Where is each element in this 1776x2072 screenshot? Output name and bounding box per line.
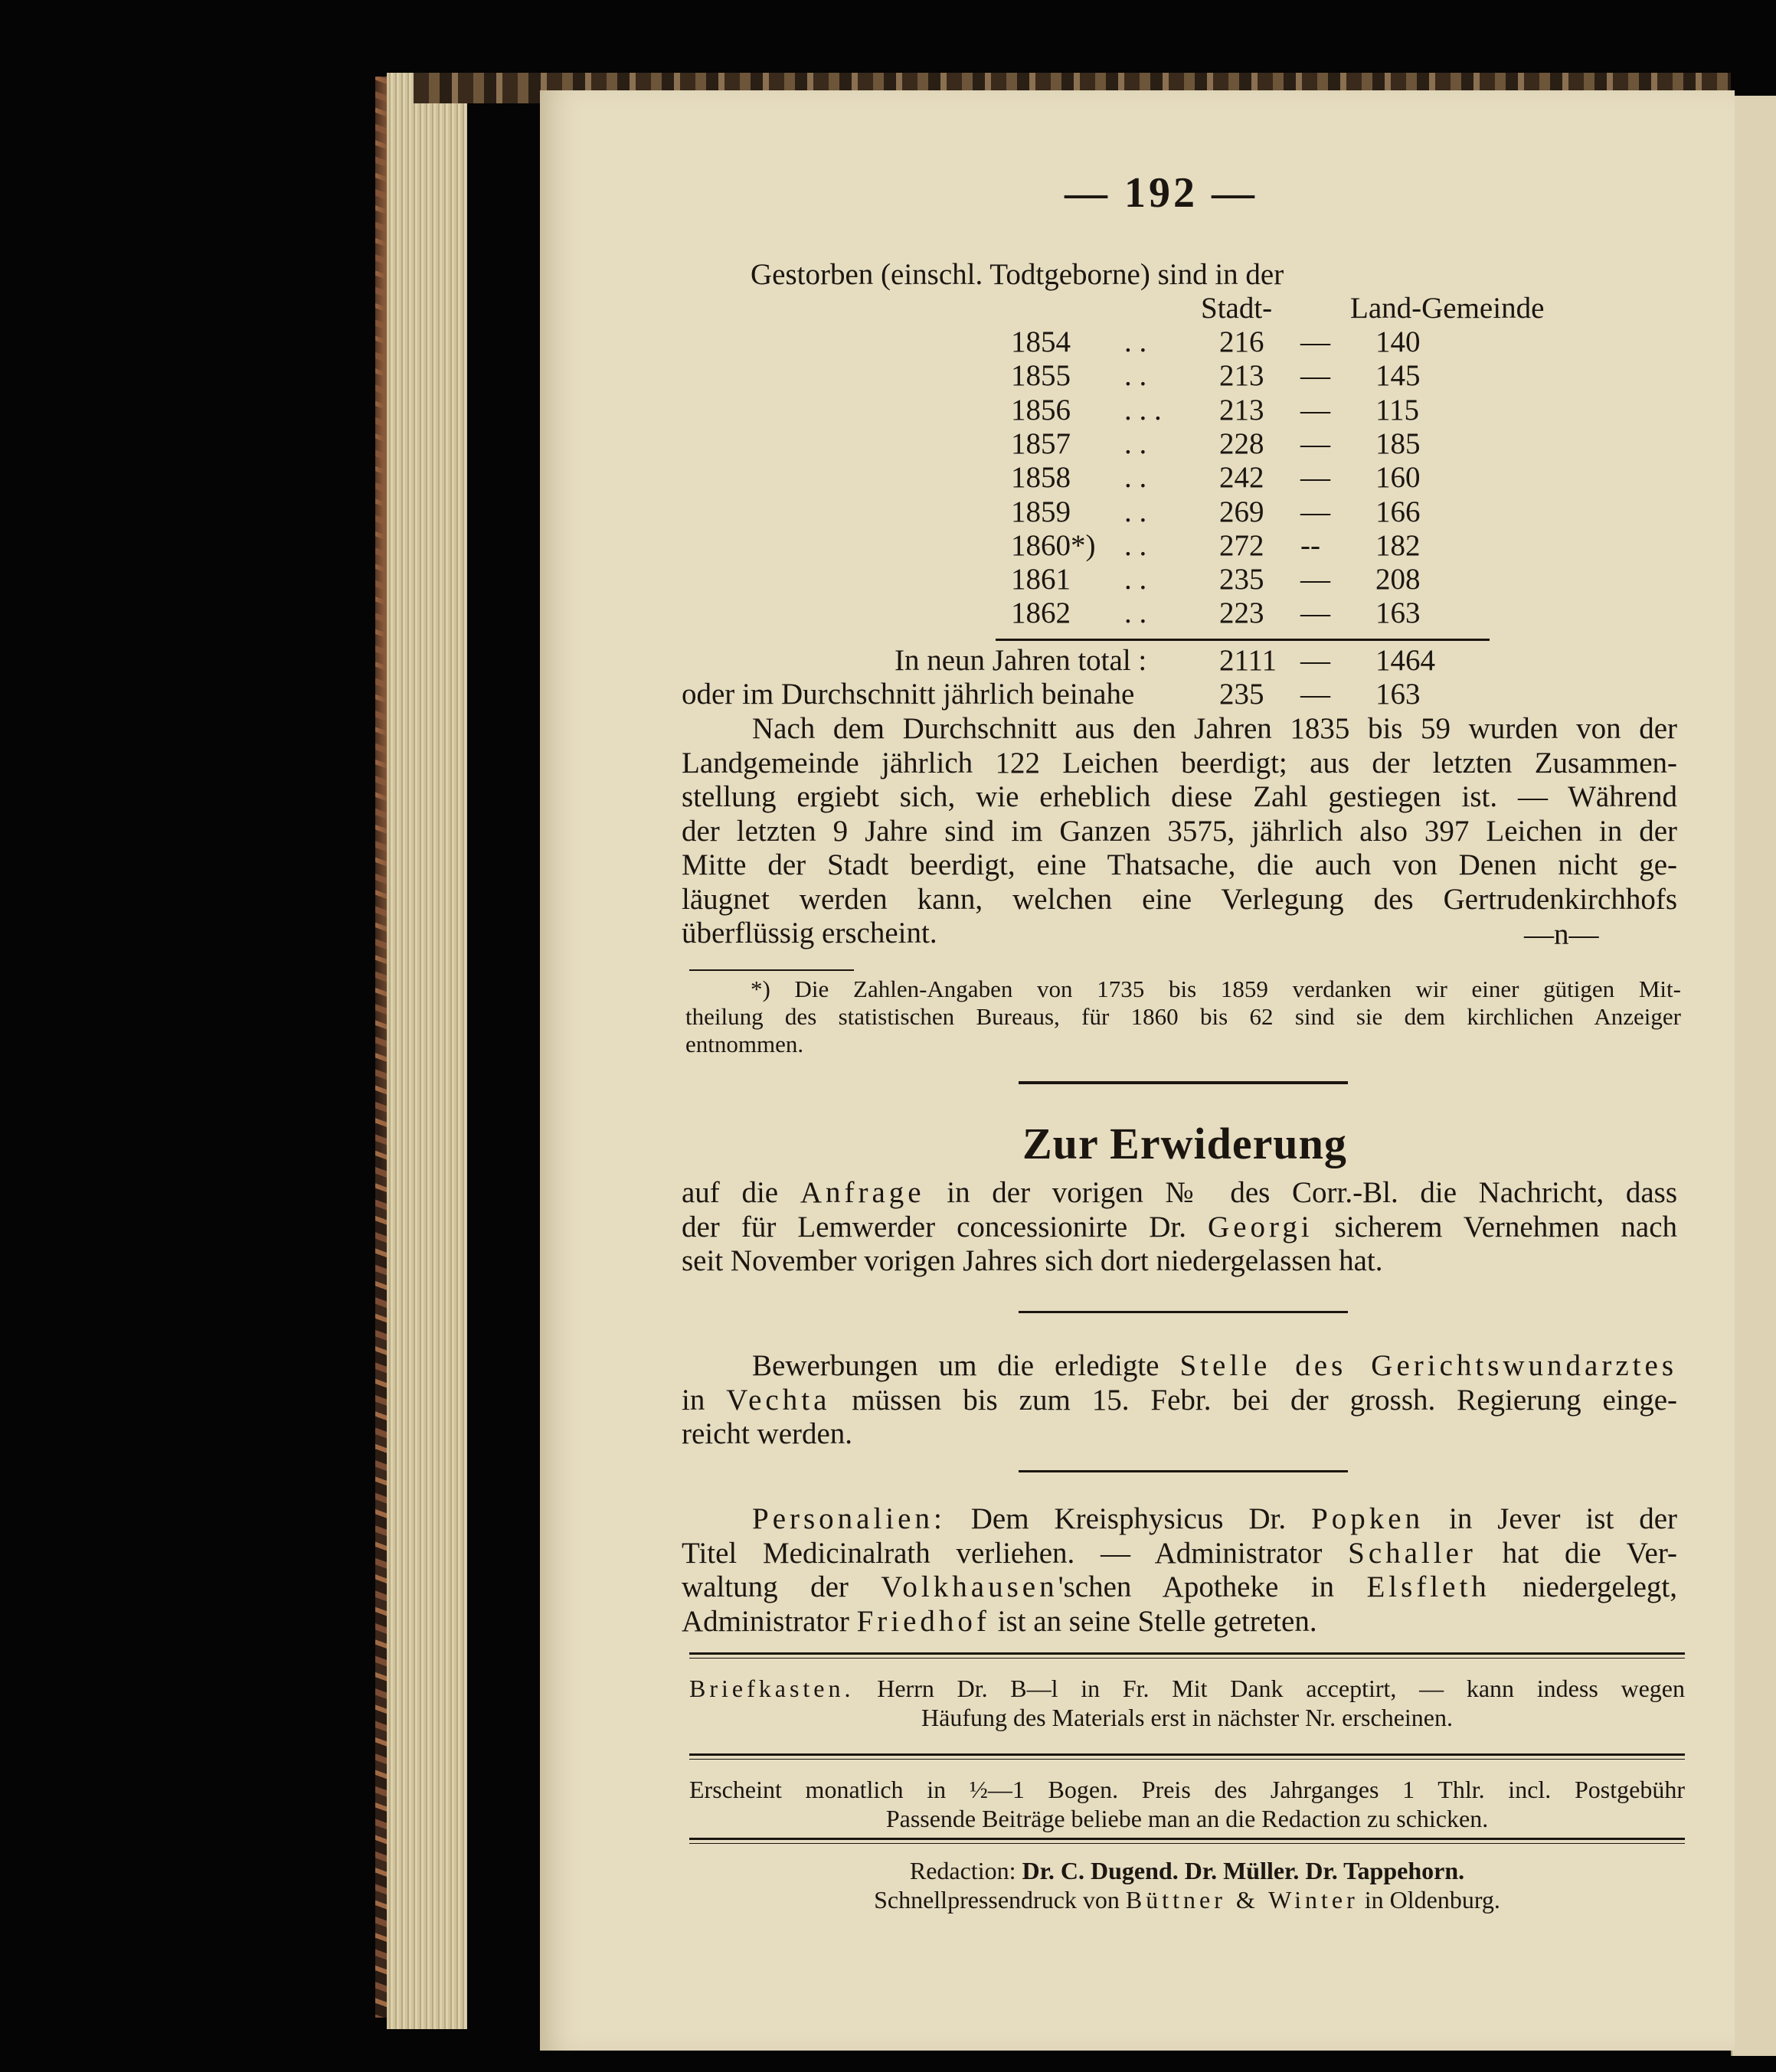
text-line: Mitte der Stadt beerdigt, eine Thatsache, die auch von Denen nicht ge- [682, 848, 1677, 881]
text-run: in Jever ist der [1449, 1502, 1678, 1535]
average-row [682, 677, 1524, 712]
section-divider [1019, 1081, 1348, 1084]
cell-dash: — [1300, 325, 1330, 358]
text-run: in [682, 1383, 705, 1417]
paragraph-personalien [682, 1502, 1677, 1639]
text-line: stellung ergiebt sich, wie erheblich diese Zahl gestiegen ist. — Während [682, 780, 1677, 813]
spaced-word: Büttner & Winter [1125, 1886, 1359, 1913]
cell-dots: . . [1124, 461, 1147, 495]
cell-year: 1856 [1011, 393, 1071, 426]
spaced-word: Georgi [1208, 1210, 1313, 1244]
text-run: Administrator [682, 1604, 849, 1638]
spaced-word: Stelle des Gerichtswundarztes [1179, 1349, 1677, 1382]
text-line: läugnet werden kann, welchen eine Verlegung des Gertrudenkirchhofs [682, 882, 1677, 916]
text-run: 'schen Apotheke in [1058, 1570, 1335, 1603]
text-line [682, 1502, 1677, 1537]
text-run: Schnellpressendruck von [874, 1886, 1120, 1913]
text-line [682, 1211, 1677, 1245]
text-run: auf die [682, 1176, 779, 1209]
double-rule [689, 1753, 1685, 1760]
cell-land: 163 [1375, 596, 1421, 630]
cell-year: 1858 [1011, 461, 1071, 495]
text-line: Nach dem Durchschnitt aus den Jahren 1835 bis 59 wurden von der [752, 712, 1677, 745]
text-line: Landgemeinde jährlich 122 Leichen beerdigt; aus der letzten Zusammen- [682, 746, 1677, 779]
spaced-word: Elsfleth [1366, 1570, 1490, 1603]
table-intro: Gestorben (einschl. Todtgeborne) sind in der [751, 258, 1284, 291]
text-line [682, 1570, 1677, 1605]
text-line: überflüssig erscheint. [682, 917, 937, 949]
cell-land: 115 [1375, 393, 1420, 426]
text-line: der letzten 9 Jahre sind im Ganzen 3575, jährlich also 397 Leichen in der [682, 814, 1677, 848]
table-row [1011, 562, 1501, 596]
editors: Dr. C. Dugend. Dr. Müller. Dr. Tappehorn. [1022, 1857, 1465, 1884]
cell-stadt: 269 [1219, 495, 1264, 528]
cell-year: 1857 [1011, 426, 1071, 460]
table-sum-rule [996, 639, 1490, 641]
cell-dash: — [1300, 426, 1330, 460]
text-line [682, 1537, 1677, 1571]
text-run: Titel Medicinalrath verliehen. — Administrator [682, 1536, 1323, 1570]
cell-land: 166 [1375, 495, 1421, 528]
paragraph-bewerbungen [682, 1349, 1677, 1452]
total-row [895, 643, 1507, 678]
text-line [689, 1674, 1685, 1703]
briefkasten [689, 1674, 1685, 1732]
table-row [1011, 426, 1501, 460]
text-run: Herrn Dr. B—l in Fr. Mit Dank acceptirt, — kann indess wegen [877, 1675, 1686, 1702]
table-row [1011, 460, 1501, 494]
heading-zur-erwiderung: Zur Erwiderung [1022, 1119, 1347, 1168]
text-run: waltung der [682, 1570, 849, 1603]
cell-dots: . . [1124, 359, 1147, 393]
column-header-stadt: Stadt- [1201, 292, 1273, 325]
cell-land: 185 [1375, 426, 1421, 460]
section-divider [1019, 1311, 1348, 1313]
text-line [682, 1176, 1677, 1211]
cell-land: 140 [1375, 325, 1421, 358]
double-rule [689, 1838, 1685, 1844]
footnote-rule [689, 969, 854, 971]
cell-year: 1860*) [1011, 528, 1096, 562]
text-line: Passende Beiträge beliebe man an die Redaction zu schicken. [885, 1805, 1489, 1832]
total-land: 1464 [1375, 644, 1435, 677]
cell-dash: — [1300, 563, 1330, 596]
cell-stadt: 235 [1219, 563, 1264, 596]
spaced-word: Anfrage [800, 1176, 925, 1209]
text-line: Häufung des Materials erst in nächster Nr. erscheinen. [921, 1704, 1453, 1731]
cell-stadt: 242 [1219, 461, 1264, 495]
cell-dash: — [1300, 461, 1330, 495]
imprint [689, 1856, 1685, 1914]
spaced-word: Schaller [1348, 1536, 1477, 1570]
text-line [689, 1885, 1685, 1914]
cell-stadt: 213 [1219, 359, 1264, 393]
facing-page-edge [1731, 96, 1776, 2056]
table-row [1011, 325, 1501, 358]
cell-dots: . . [1124, 426, 1147, 460]
cell-stadt: 223 [1219, 596, 1264, 630]
cell-land: 182 [1375, 528, 1421, 562]
cell-dash: — [1300, 596, 1330, 630]
cell-dots: . . [1124, 495, 1147, 528]
cell-stadt: 216 [1219, 325, 1264, 358]
cell-year: 1862 [1011, 596, 1071, 630]
page-edges [387, 73, 467, 2029]
cell-dash: — [1300, 495, 1330, 528]
text-line: seit November vorigen Jahres sich dort niedergelassen hat. [682, 1244, 1383, 1277]
cell-dots: . . [1124, 563, 1147, 596]
text-line [682, 1605, 1677, 1639]
cell-year: 1859 [1011, 495, 1071, 528]
text-run: hat die Ver- [1502, 1536, 1678, 1570]
section-divider [1019, 1470, 1348, 1472]
footnote-line: *) Die Zahlen-Angaben von 1735 bis 1859 verdanken wir einer gütigen Mit- [751, 976, 1681, 1002]
average-stadt: 235 [1219, 678, 1264, 711]
table-row [1011, 358, 1501, 392]
double-rule [689, 1652, 1685, 1659]
cell-dots: . . [1124, 596, 1147, 630]
paragraph-durchschnitt [682, 712, 1677, 951]
spaced-word: Volkhausen [881, 1570, 1058, 1603]
text-run: müssen bis zum 15. Febr. bei der grossh. Regierung einge- [852, 1383, 1677, 1417]
text-run: in der vorigen № des Corr.-Bl. die Nachricht, dass [947, 1176, 1678, 1209]
text-run: Dem Kreisphysicus Dr. [970, 1502, 1287, 1535]
spaced-word: Briefkasten. [689, 1675, 855, 1702]
cell-dash: — [1300, 393, 1330, 426]
cell-stadt: 272 [1219, 528, 1264, 562]
table-row [1011, 393, 1501, 426]
cell-stadt: 213 [1219, 393, 1264, 426]
spaced-word: Personalien: [752, 1502, 946, 1535]
text-run: niedergelegt, [1523, 1570, 1677, 1603]
text-line: reicht werden. [682, 1417, 853, 1450]
total-dash: — [1300, 644, 1330, 677]
cell-dots: . . [1124, 528, 1147, 562]
spaced-word: Popken [1311, 1502, 1424, 1535]
spaced-word: Vechta [726, 1383, 831, 1417]
column-header-land: Land-Gemeinde [1350, 292, 1545, 325]
cell-dots: . . . [1124, 393, 1162, 426]
cell-stadt: 228 [1219, 426, 1264, 460]
text-run: ist an seine Stelle getreten. [997, 1604, 1317, 1638]
author-signature: —n— [1524, 918, 1599, 951]
text-run: Bewerbungen um die erledigte [752, 1349, 1159, 1382]
table-row [1011, 596, 1501, 629]
average-label: oder im Durchschnitt jährlich beinahe [682, 678, 1135, 711]
text-run: Redaction: [909, 1857, 1016, 1884]
spaced-word: Friedhof [856, 1604, 990, 1638]
text-run: in Oldenburg. [1364, 1886, 1500, 1913]
footnote-line: entnommen. [685, 1031, 804, 1057]
average-land: 163 [1375, 678, 1421, 711]
text-run: sicherem Vernehmen nach [1334, 1210, 1678, 1244]
footnote [685, 976, 1681, 1058]
table-row [1011, 495, 1501, 528]
text-line [682, 1384, 1677, 1418]
paragraph-erwiderung [682, 1176, 1677, 1279]
text-run: der für Lemwerder concessionirte Dr. [682, 1210, 1186, 1244]
table-row [1011, 528, 1501, 562]
total-label: In neun Jahren total : [895, 644, 1147, 677]
publication-info [689, 1775, 1685, 1833]
total-stadt: 2111 [1219, 644, 1277, 677]
cell-dots: . . [1124, 325, 1147, 358]
cell-year: 1861 [1011, 563, 1071, 596]
cell-dash: -- [1300, 528, 1320, 562]
cell-land: 145 [1375, 359, 1421, 393]
cell-land: 208 [1375, 563, 1421, 596]
text-line [689, 1856, 1685, 1885]
text-line: Erscheint monatlich in ½—1 Bogen. Preis des Jahrganges 1 Thlr. incl. Postgebühr [689, 1776, 1685, 1803]
cell-dash: — [1300, 359, 1330, 393]
footnote-line: theilung des statistischen Bureaus, für 1860 bis 62 sind sie dem kirchlichen Anzeiger [685, 1003, 1681, 1030]
cell-year: 1854 [1011, 325, 1071, 358]
page-number: — 192 — [1065, 169, 1258, 217]
cell-land: 160 [1375, 461, 1421, 495]
average-dash: — [1300, 678, 1330, 711]
cell-year: 1855 [1011, 359, 1071, 393]
text-line [682, 1349, 1677, 1384]
